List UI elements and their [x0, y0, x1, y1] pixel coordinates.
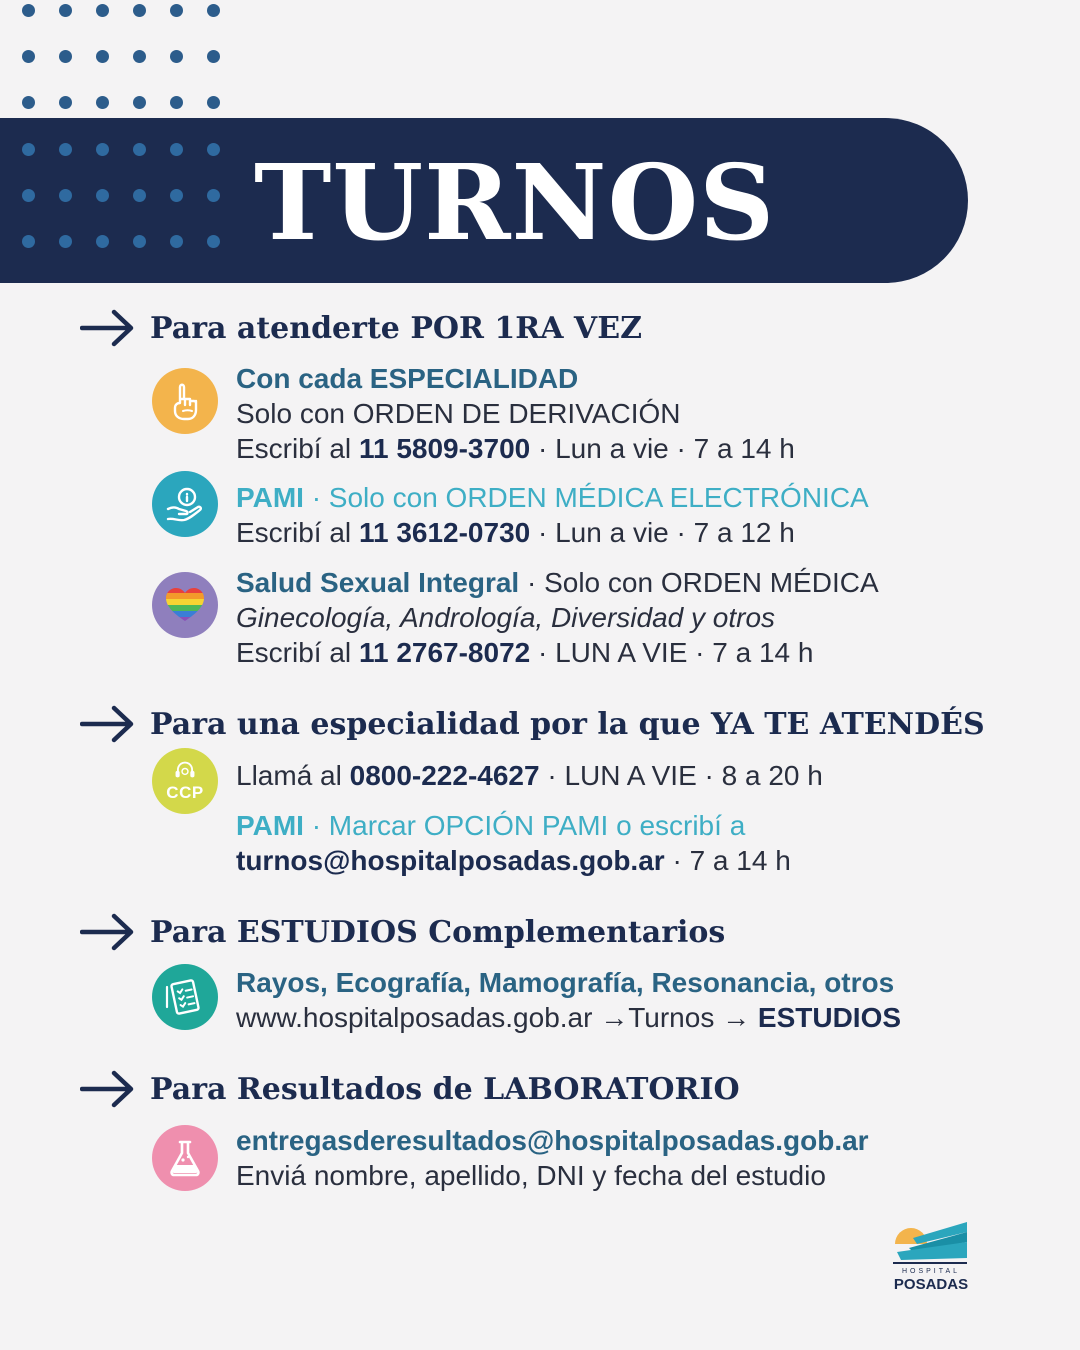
ccp-label: CCP [166, 783, 204, 802]
call-center-line [236, 758, 823, 793]
pami-label: PAMI [236, 482, 304, 513]
sexual-health-contact [236, 635, 813, 670]
studies-types: Rayos, Ecografía, Mamografía, Resonancia, otros [236, 967, 895, 998]
section-heading-text: Para una especialidad por la que YA TE ATENDÉS [150, 706, 985, 742]
specialty-title: Con cada ESPECIALIDAD [236, 363, 579, 394]
ccp-headset-icon [152, 748, 218, 814]
pami-phone-link[interactable]: 11 3612-0730 [358, 517, 531, 548]
flask-icon [152, 1125, 218, 1191]
lab-email-link[interactable]: entregasderesultados@hospitalposadas.gob.ar [236, 1125, 869, 1156]
sexual-health-title [236, 565, 879, 600]
clipboard-icon [152, 964, 218, 1030]
pami-email-line [236, 843, 791, 878]
dot-pattern-banner [18, 118, 228, 283]
sexual-health-phone-link[interactable]: 11 2767-8072 [358, 637, 531, 668]
turnos-email-link[interactable]: turnos@hospitalposadas.gob.ar [236, 845, 665, 876]
studies-path [236, 1000, 901, 1035]
section-first-visit-heading [80, 308, 642, 348]
rainbow-heart-icon [152, 572, 218, 638]
logo-hospital-text: HOSPITAL [901, 1268, 961, 1275]
email-hours: · 7 a 14 h [664, 845, 791, 876]
section-heading-text: Para Resultados de LABORATORIO [150, 1071, 740, 1107]
hospital-posadas-logo [893, 1218, 971, 1268]
pami-requirement: · Solo con ORDEN MÉDICA ELECTRÓNICA [303, 482, 869, 513]
contact-hours: · LUN A VIE · 7 a 14 h [530, 637, 814, 668]
specialty-requirement: Solo con ORDEN DE DERIVACIÓN [236, 398, 681, 429]
contact-hours: · Lun a vie · 7 a 12 h [530, 517, 795, 548]
pami-first-title [236, 480, 869, 515]
sexual-health-requirement: · Solo con ORDEN MÉDICA [519, 567, 879, 598]
contact-prefix: Escribí al [236, 433, 359, 464]
pami-instruction: · Marcar OPCIÓN PAMI o escribí a [303, 810, 746, 841]
hand-point-icon [152, 368, 218, 434]
pami-first-contact [236, 515, 795, 550]
contact-prefix: Escribí al [236, 637, 359, 668]
contact-prefix: Escribí al [236, 517, 359, 548]
arrow-right-icon [80, 704, 136, 744]
dot-pattern-top [18, 0, 228, 118]
section-returning-heading [80, 704, 985, 744]
pami-returning-line [236, 808, 745, 843]
section-studies-heading [80, 912, 725, 952]
call-center-phone-link[interactable]: 0800-222-4627 [349, 760, 540, 791]
sexual-health-specialties: Ginecología, Andrología, Diversidad y otros [236, 602, 776, 633]
arrow-right-icon [80, 308, 136, 348]
lab-instructions: Enviá nombre, apellido, DNI y fecha del estudio [236, 1160, 826, 1191]
call-prefix: Llamá al [236, 760, 350, 791]
specialty-contact [236, 431, 795, 466]
call-hours: · LUN A VIE · 8 a 20 h [539, 760, 823, 791]
logo-posadas-text: POSADAS [893, 1276, 969, 1293]
page-title: TURNOS [254, 141, 776, 264]
hand-info-icon [152, 471, 218, 537]
title-banner [0, 118, 968, 283]
section-heading-text: Para atenderte POR 1RA VEZ [150, 310, 642, 346]
section-heading-text: Para ESTUDIOS Complementarios [150, 914, 726, 950]
section-lab-heading [80, 1069, 740, 1109]
studies-section-label: ESTUDIOS [757, 1002, 902, 1033]
arrow-right-icon [80, 1069, 136, 1109]
studies-website-link[interactable]: www.hospitalposadas.gob.ar →Turnos → [236, 1002, 758, 1033]
sexual-health-label: Salud Sexual Integral [236, 567, 520, 598]
contact-hours: · Lun a vie · 7 a 14 h [530, 433, 795, 464]
pami-label: PAMI [236, 810, 304, 841]
specialty-phone-link[interactable]: 11 5809-3700 [358, 433, 531, 464]
arrow-right-icon [80, 912, 136, 952]
